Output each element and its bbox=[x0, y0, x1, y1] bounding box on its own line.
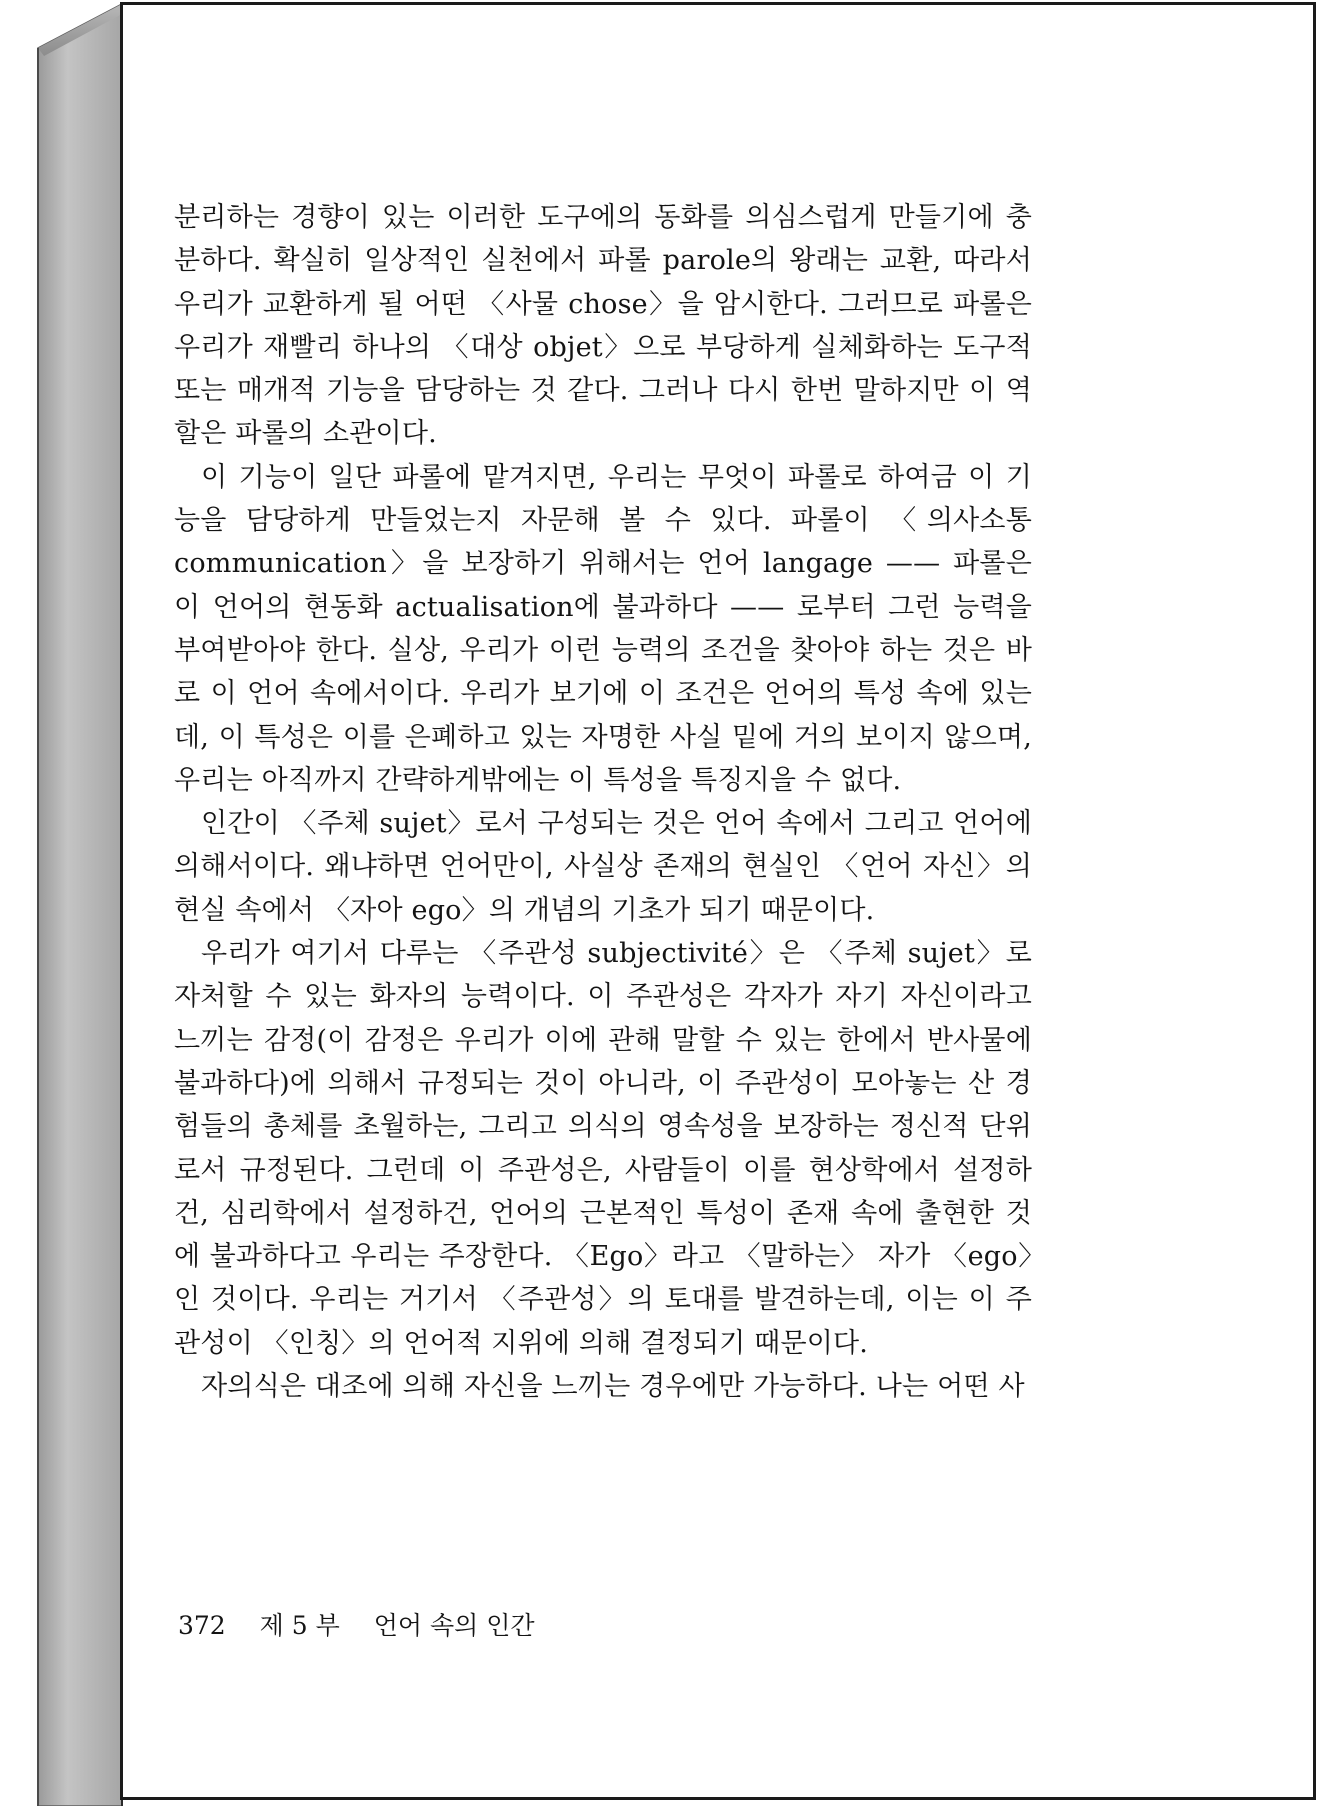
part-label: 제 5 부 bbox=[259, 1611, 340, 1640]
page-number: 372 bbox=[178, 1611, 226, 1640]
page-footer bbox=[178, 1606, 561, 1642]
book-spine bbox=[0, 0, 130, 1806]
paragraph: 인간이 〈주체 sujet〉로서 구성되는 것은 언어 속에서 그리고 언어에 의해서이다. 왜냐하면 언어만이, 사실상 존재의 현실인 〈언어 자신〉의 현실 속에서 〈자아 ego〉의 개념의 기초가 되기 때문이다. bbox=[174, 808, 1032, 926]
paragraph: 우리가 여기서 다루는 〈주관성 subjectivité〉은 〈주체 sujet〉로 자처할 수 있는 화자의 능력이다. 이 주관성은 각자가 자기 자신이라고 느끼는 감정(이 감정은 우리가 이에 관해 말할 수 있는 한에서 반사물에 불과하다)에 의해서 규정되는 것이 아니라, 이 주관성이 모아놓는 산 경험들의 총체를 초월하는, 그리고 의식의 영속성을 보장하는 정신적 단위로서 규정된다. 그런데 이 주관성은, 사람들이 이를 현상학에서 설정하건, 심리학에서 설정하건, 언어의 근본적인 특성이 존재 속에 출현한 것에 불과하다고 우리는 주장한다. 〈Ego〉라고 〈말하는〉 자가 〈ego〉인 것이다. 우리는 거기서 〈주관성〉의 토대를 발견하는데, 이는 이 주관성이 〈인칭〉의 언어적 지위에 의해 결정되기 때문이다. bbox=[174, 938, 1032, 1359]
paragraph: 이 기능이 일단 파롤에 맡겨지면, 우리는 무엇이 파롤로 하여금 이 기능을 담당하게 만들었는지 자문해 볼 수 있다. 파롤이 〈의사소통 communication〉을 보장하기 위해서는 언어 langage —— 파롤은 이 언어의 현동화 actualisation에 불과하다 —— 로부터 그런 능력을 부여받아야 한다. 실상, 우리가 이런 능력의 조건을 찾아야 하는 것은 바로 이 언어 속에서이다. 우리가 보기에 이 조건은 언어의 특성 속에 있는데, 이 특성은 이를 은폐하고 있는 자명한 사실 밑에 거의 보이지 않으며, 우리는 아직까지 간략하게밖에는 이 특성을 특징지을 수 없다. bbox=[174, 461, 1032, 796]
paragraph: 자의식은 대조에 의해 자신을 느끼는 경우에만 가능하다. 나는 어떤 사 bbox=[201, 1371, 1025, 1403]
body-text bbox=[174, 196, 1032, 1408]
chapter-title: 언어 속의 인간 bbox=[373, 1611, 535, 1640]
paragraph: 분리하는 경향이 있는 이러한 도구에의 동화를 의심스럽게 만들기에 충분하다. 확실히 일상적인 실천에서 파롤 parole의 왕래는 교환, 따라서 우리가 교환하게 될 어떤 〈사물 chose〉을 암시한다. 그러므로 파롤은 우리가 재빨리 하나의 〈대상 objet〉으로 부당하게 실체화하는 도구적 또는 매개적 기능을 담당하는 것 같다. 그러나 다시 한번 말하지만 이 역할은 파롤의 소관이다. bbox=[174, 202, 1032, 450]
